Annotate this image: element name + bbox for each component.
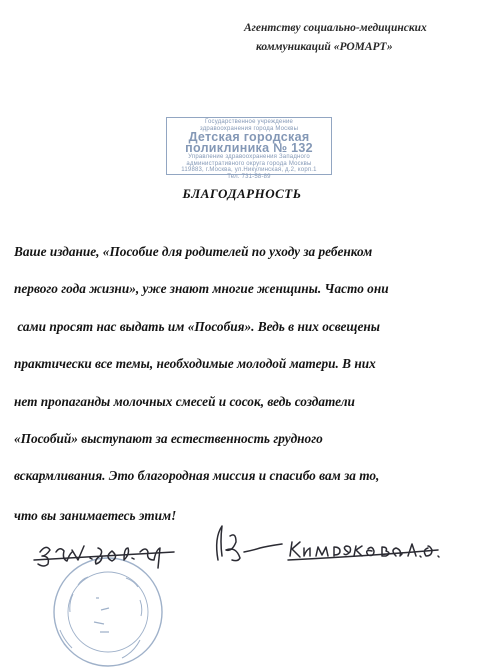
body-line-7: вскармливания. Это благородная миссия и спасибо вам за то, xyxy=(14,468,380,483)
addressee-line-1: Агентству социально-медицинских xyxy=(244,22,427,34)
addressee-line-2: коммуникаций «РОМАРТ» xyxy=(256,41,393,53)
body-line-1: Ваше издание, «Пособие для родителей по уходу за ребенком xyxy=(14,244,373,259)
stamp-line-7: 119883, г.Москва, ул.Никулинская, д.2, корп.1 xyxy=(181,167,317,173)
stamp-line-5: Управление здравоохранения Западного xyxy=(188,154,310,160)
body-line-8: что вы занимаетесь этим! xyxy=(14,508,177,523)
stamp-line-3: Детская городская xyxy=(188,130,310,144)
stamp-line-8: Тел. 731-58-89 xyxy=(227,173,271,180)
stamp-line-6: административного округа города Москвы xyxy=(186,160,312,167)
stamp-line-2: здравоохранения города Москвы xyxy=(199,125,299,132)
signature xyxy=(217,526,282,561)
stamp-line-1: Государственное учреждение xyxy=(204,119,294,125)
handwritten-position-mark xyxy=(34,546,174,568)
round-seal xyxy=(54,558,162,666)
body-line-5: нет пропаганды молочных смесей и сосок, ведь создатели xyxy=(14,394,355,409)
stamp-line-4: поликлиника № 132 xyxy=(185,141,313,155)
body-line-4: практически все темы, необходимые молодой матери. В них xyxy=(14,356,376,371)
body-line-6: «Пособий» выступают за естественность грудного xyxy=(14,431,323,446)
body-line-2: первого года жизни», уже знают многие женщины. Часто они xyxy=(14,281,389,296)
document-title: БЛАГОДАРНОСТЬ xyxy=(182,186,302,201)
addressee-block xyxy=(234,19,464,57)
institution-stamp xyxy=(166,117,332,180)
handwritten-name xyxy=(288,542,439,560)
body-line-3: сами просят нас выдать им «Пособия». Ведь в них освещены xyxy=(14,319,381,334)
